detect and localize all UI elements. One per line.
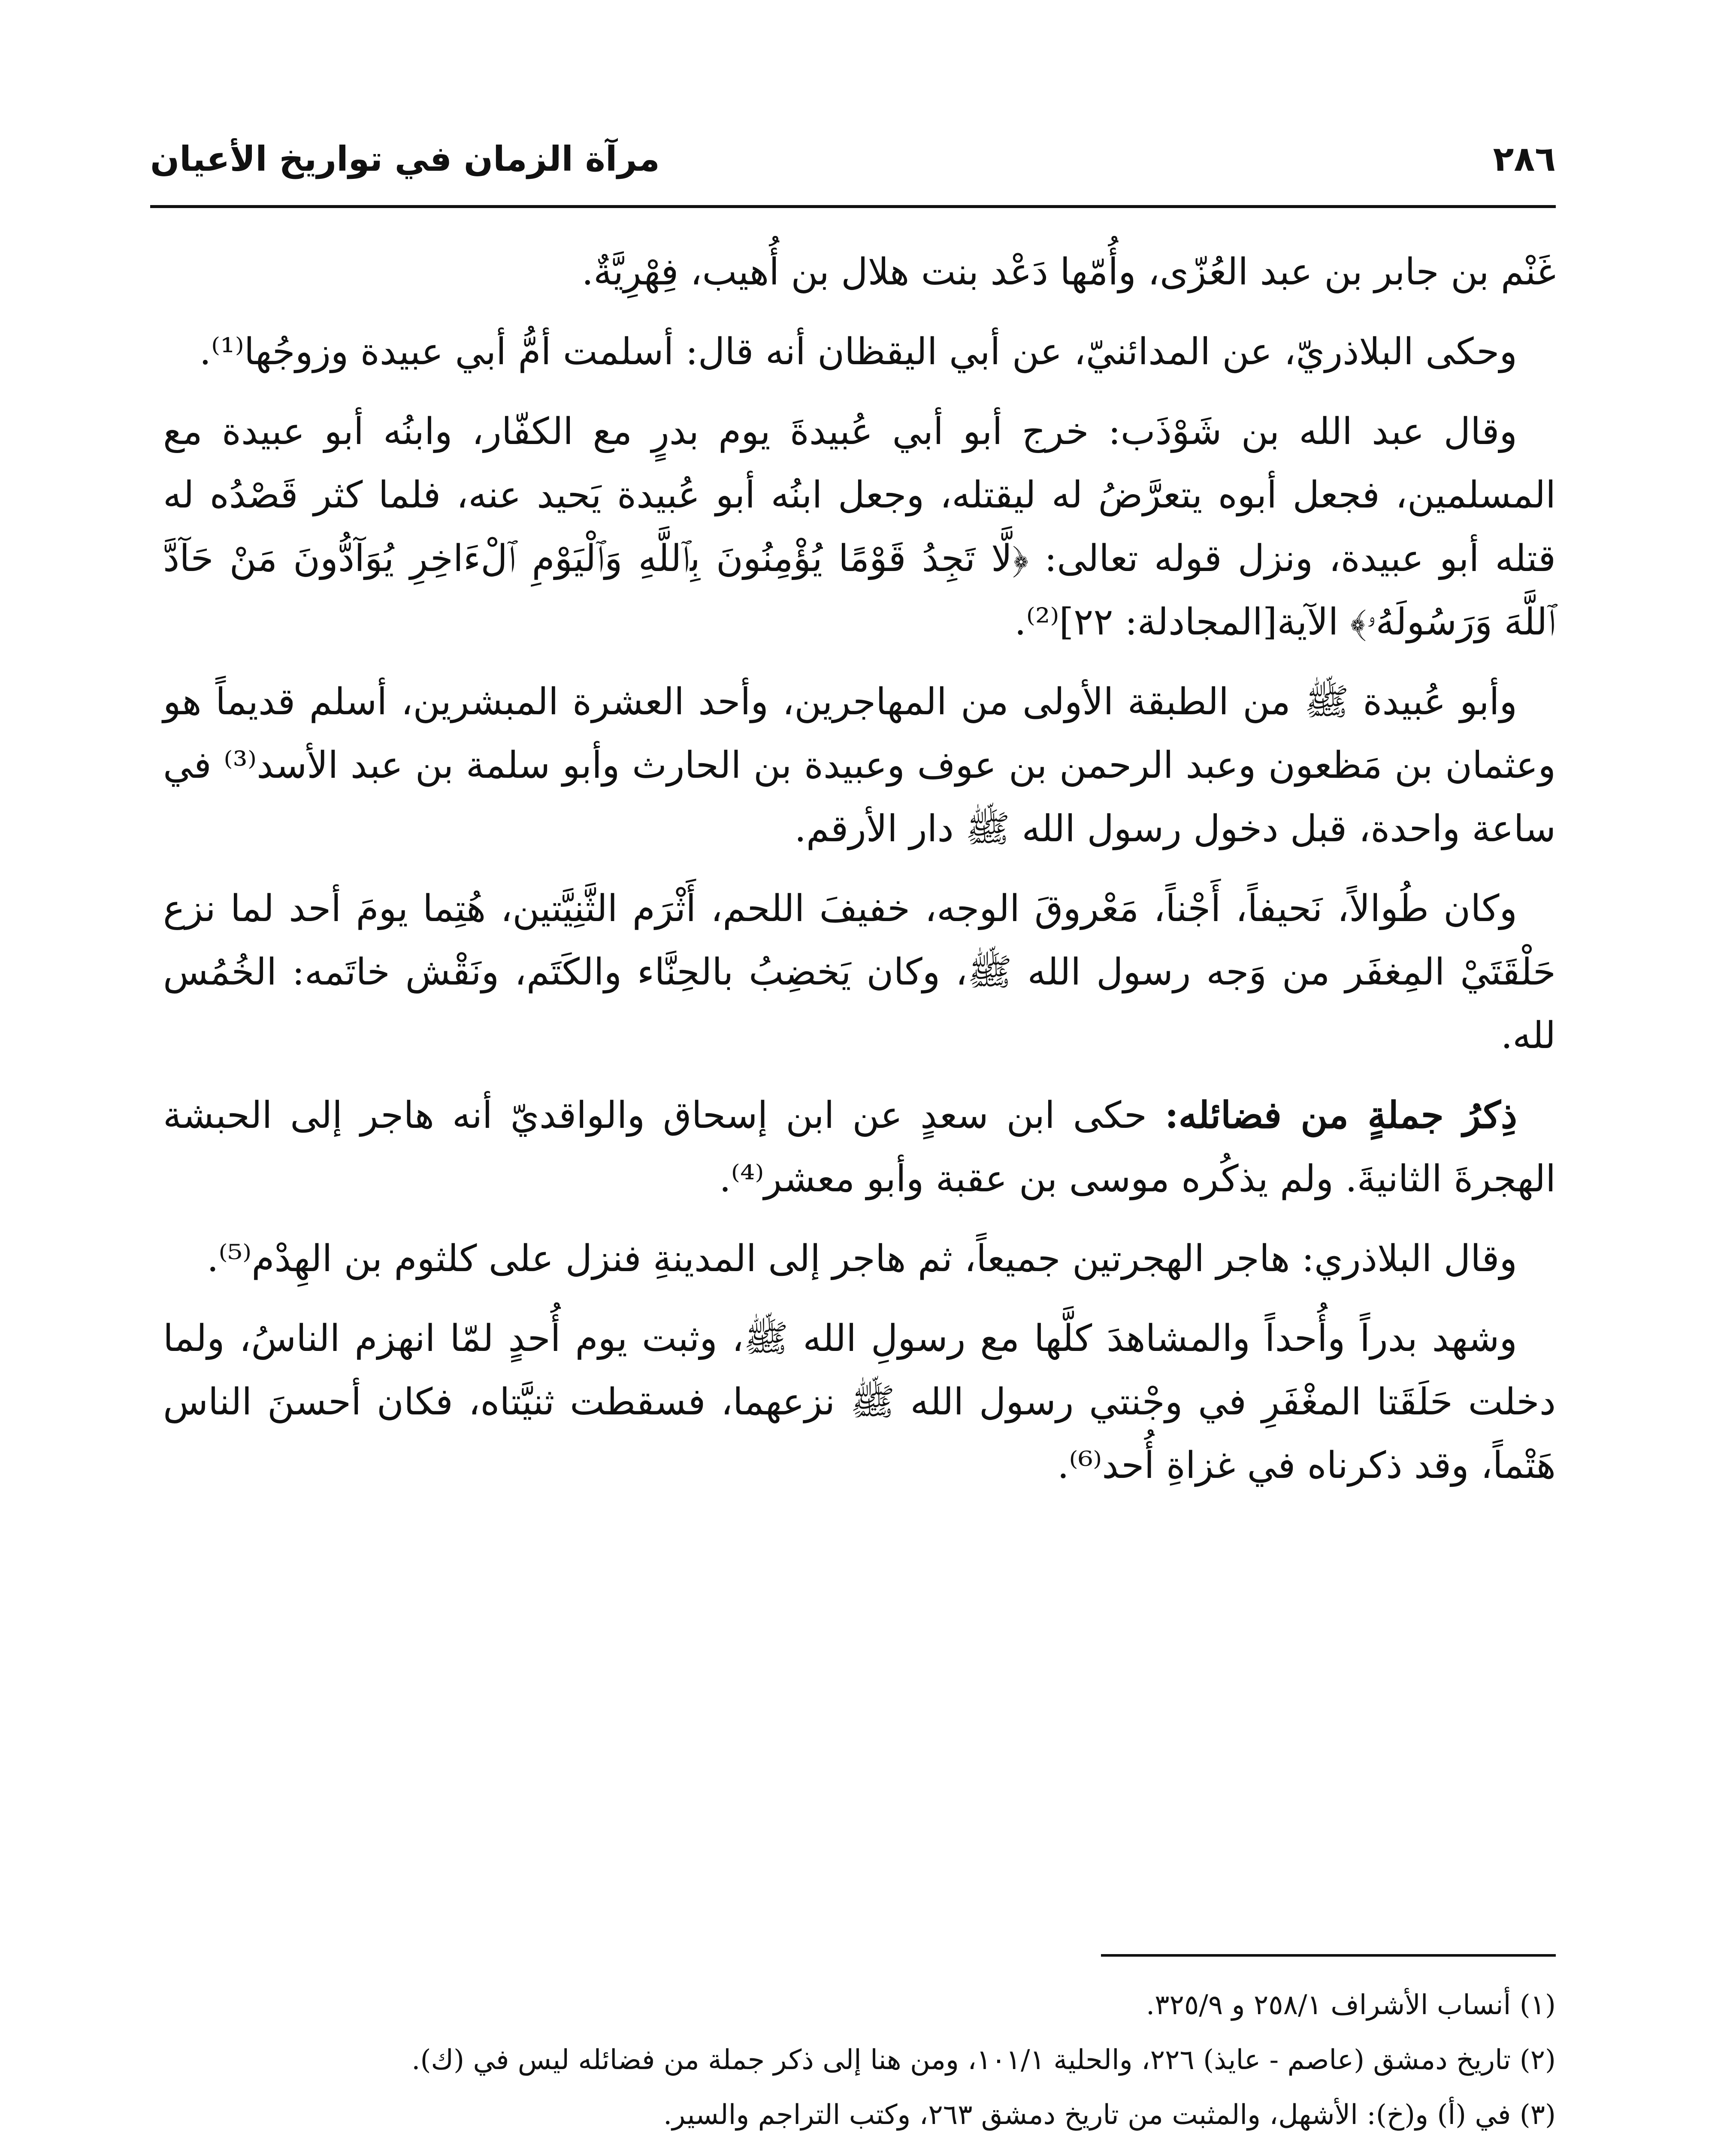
header-rule	[150, 205, 1556, 208]
paragraph: وشهد بدراً وأُحداً والمشاهدَ كلَّها مع رسولِ الله ﷺ، وثبت يوم أُحدٍ لمّا انهزم الناسُ، ولما دخلت حَلَقَتا المغْفَرِ في وجْنتي رسول الله ﷺ نزعهما، فسقطت ثنيَّتاه، فكان أحسنَ الناس هَتْماً، وقد ذكرناه في غزاةِ أُحد⁽⁶⁾.	[163, 1317, 1556, 1487]
paragraph: وقال البلاذري: هاجر الهجرتين جميعاً، ثم هاجر إلى المدينةِ فنزل على كلثوم بن الهِدْم⁽⁵⁾.	[207, 1237, 1517, 1280]
paragraph: وقال عبد الله بن شَوْذَب: خرج أبو أبي عُبيدةَ يوم بدرٍ مع الكفّار، وابنُه أبو عبيدة مع المسلمين، فجعل أبوه يتعرَّضُ له ليقتله، وجعل ابنُه أبو عُبيدة يَحيد عنه، فلما كثر قَصْدُه له قتله أبو عبيدة، ونزل قوله تعالى: ﴿لَّا تَجِدُ قَوْمًا يُؤْمِنُونَ بِٱللَّهِ وَٱلْيَوْمِ ٱلْءَاخِرِ يُوَآدُّونَ مَنْ حَآدَّ ٱللَّهَ وَرَسُولَهُۥ﴾ الآية[المجادلة: ٢٢]⁽²⁾.	[163, 410, 1556, 644]
paragraph-text: حكى ابن سعدٍ عن ابن إسحاق والواقديّ أنه هاجر إلى الحبشة الهجرةَ الثانيةَ. ولم يذكُره موسى بن عقبة وأبو معشر⁽⁴⁾.	[163, 1094, 1556, 1200]
footnote	[163, 2142, 1556, 2145]
running-header	[150, 129, 1556, 189]
paragraph: وأبو عُبيدة ﷺ من الطبقة الأولى من المهاجرين، وأحد العشرة المبشرين، أسلم قديماً هو وعثمان بن مَظعون وعبد الرحمن بن عوف وعبيدة بن الحارث وأبو سلمة بن عبد الأسد⁽³⁾ في ساعة واحدة، قبل دخول رسول الله ﷺ دار الأرقم.	[163, 680, 1556, 850]
section-heading: ذِكرُ جملةٍ من فضائله:	[1164, 1094, 1517, 1137]
main-text	[163, 240, 1556, 1514]
paragraph: غَنْم بن جابر بن عبد العُزّى، وأُمّها دَعْد بنت هلال بن أُهيب، فِهْرِيَّةٌ.	[581, 251, 1556, 293]
footnote: (٢) تاريخ دمشق (عاصم - عايذ) ٢٢٦، والحلية ١٠١/١، ومن هنا إلى ذكر جملة من فضائله ليس في (ك).	[411, 2044, 1556, 2076]
paragraph-virtues	[163, 1084, 1556, 1211]
page-number: ٢٨٦	[1493, 139, 1556, 179]
paragraph: وكان طُوالاً، نَحيفاً، أَجْناً، مَعْروقَ الوجه، خفيفَ اللحم، أَثْرَم الثَّنِيَّتين، هُتِما يومَ أحد لما نزع حَلْقَتَيْ المِغفَر من وَجه رسول الله ﷺ، وكان يَخضِبُ بالحِنَّاء والكَتَم، ونَقْش خاتَمه: الخُمُس لله.	[163, 887, 1556, 1057]
footnotes	[163, 1978, 1556, 2145]
book-title: مرآة الزمان في تواريخ الأعيان	[150, 139, 660, 179]
footnote: (٣) في (أ) و(خ): الأشهل، والمثبت من تاريخ دمشق ٢٦٣، وكتب التراجم والسير.	[663, 2099, 1556, 2131]
footnote-rule	[1101, 1954, 1556, 1957]
paragraph: وحكى البلاذريّ، عن المدائنيّ، عن أبي اليقظان أنه قال: أسلمت أمُّ أبي عبيدة وزوجُها⁽¹⁾.	[199, 330, 1517, 373]
footnote: (١) أنساب الأشراف ٢٥٨/١ و ٣٢٥/٩.	[1146, 1989, 1556, 2021]
